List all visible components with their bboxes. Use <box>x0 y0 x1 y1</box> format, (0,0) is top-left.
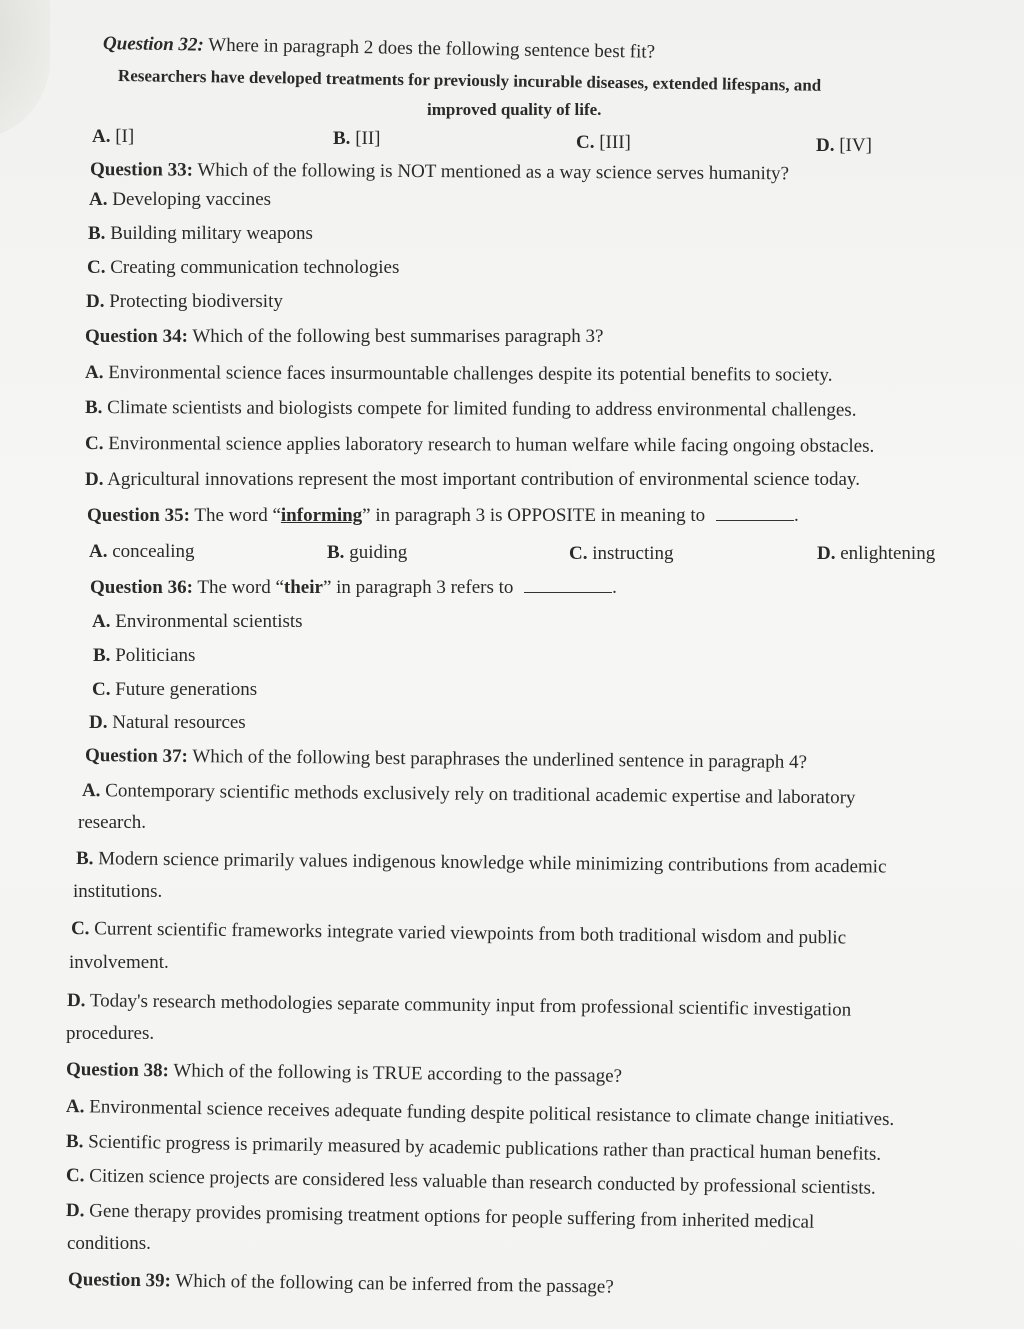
q37-option-b-cont: institutions. <box>73 881 163 902</box>
option-letter: D. <box>817 543 836 564</box>
inserted-sentence-line-2: improved quality of life. <box>427 100 602 119</box>
q35-option-c[interactable] <box>569 542 674 566</box>
inserted-sentence-line-1: Researchers have developed treatments for previously incurable diseases, extended lifespans, and <box>117 66 822 95</box>
option-letter: B. <box>327 542 345 563</box>
question-label: Question 32: <box>102 33 204 56</box>
option-text: Gene therapy provides promising treatment options for people suffering from inherited medical <box>89 1200 815 1233</box>
q38-option-d-cont: conditions. <box>67 1233 151 1254</box>
option-letter: C. <box>84 433 104 455</box>
answer-blank <box>524 578 612 593</box>
question-39 <box>68 1268 614 1300</box>
option-letter: B. <box>65 1131 84 1153</box>
q33-option-b[interactable] <box>88 222 313 246</box>
q33-option-d[interactable] <box>86 290 283 314</box>
q37-option-a[interactable] <box>82 779 856 810</box>
option-letter: B. <box>93 645 111 666</box>
q34-option-b[interactable] <box>85 396 857 423</box>
question-text-before: The word “ <box>194 505 281 526</box>
q32-option-b[interactable] <box>333 127 381 151</box>
option-letter: C. <box>576 132 595 153</box>
q32-option-c[interactable] <box>576 131 631 155</box>
q36-option-a[interactable] <box>92 610 303 634</box>
option-text: [II] <box>355 128 381 149</box>
option-letter: C. <box>92 679 111 700</box>
question-label: Question 37: <box>84 745 189 767</box>
q35-option-b[interactable] <box>327 541 407 565</box>
option-letter: A. <box>92 611 111 632</box>
question-label: Question 36: <box>90 577 193 598</box>
option-text: enlightening <box>840 543 936 564</box>
option-text: Current scientific frameworks integrate varied viewpoints from both traditional wisdom and public <box>94 918 847 949</box>
q34-option-c[interactable] <box>85 432 874 459</box>
q36-option-c[interactable] <box>92 678 257 702</box>
q38-option-b[interactable] <box>66 1130 881 1167</box>
option-text: [IV] <box>839 135 872 156</box>
question-text: Which of the following best paraphrases the underlined sentence in paragraph 4? <box>192 746 808 773</box>
option-text: Modern science primarily values indigenous knowledge while minimizing contributions from academic <box>98 848 887 878</box>
option-letter: D. <box>89 712 108 733</box>
question-text: Where in paragraph 2 does the following sentence best fit? <box>208 34 656 63</box>
option-text: Environmental science faces insurmountable challenges despite its potential benefits to society. <box>108 362 833 386</box>
option-text: Environmental science applies laboratory research to human welfare while facing ongoing obstacles. <box>108 433 875 457</box>
option-text: Protecting biodiversity <box>109 291 283 312</box>
q36-option-d[interactable] <box>89 711 246 735</box>
question-label: Question 35: <box>87 505 190 526</box>
option-text: Creating communication technologies <box>110 257 400 278</box>
question-text-after: ” in paragraph 3 is OPPOSITE in meaning to <box>362 505 706 526</box>
option-text: Politicians <box>115 645 196 666</box>
question-35: Question 35: The word “informing” in paragraph 3 is OPPOSITE in meaning to . <box>87 505 799 526</box>
option-text: [III] <box>599 132 631 153</box>
option-text: Contemporary scientific methods exclusively rely on traditional academic expertise and laboratory <box>105 780 856 809</box>
target-word: informing <box>280 505 363 526</box>
question-text-before: The word “ <box>197 577 284 598</box>
question-label: Question 38: <box>65 1059 170 1082</box>
q38-option-d[interactable] <box>66 1199 815 1235</box>
question-32 <box>103 32 655 65</box>
option-text: Today's research methodologies separate community input from professional scientific investigation <box>89 990 852 1021</box>
option-text: Citizen science projects are considered less valuable than research conducted by professional scientists. <box>89 1165 876 1199</box>
option-letter: D. <box>66 990 86 1012</box>
option-text: Environmental science receives adequate funding despite political resistance to climate change initiatives. <box>89 1096 895 1131</box>
question-label: Question 39: <box>67 1269 172 1292</box>
q35-option-a[interactable] <box>89 540 195 564</box>
question-text-after: ” in paragraph 3 refers to <box>322 577 514 598</box>
question-38 <box>66 1058 622 1089</box>
q38-option-a[interactable] <box>66 1095 895 1132</box>
q34-option-a[interactable] <box>85 361 833 388</box>
option-text: Future generations <box>115 679 258 700</box>
option-letter: D. <box>816 135 835 156</box>
option-letter: D. <box>65 1200 85 1222</box>
question-34 <box>85 325 603 349</box>
q35-option-d[interactable] <box>817 542 935 566</box>
q33-option-a[interactable] <box>89 188 271 212</box>
question-37 <box>85 744 807 775</box>
question-text: Which of the following best summarises paragraph 3? <box>192 326 604 347</box>
option-letter: C. <box>65 1165 85 1187</box>
q37-option-b[interactable] <box>76 847 887 879</box>
q34-option-d[interactable] <box>85 468 860 492</box>
q32-option-d[interactable] <box>816 134 872 158</box>
option-letter: D. <box>86 291 105 312</box>
q37-option-a-cont: research. <box>78 812 147 833</box>
option-letter: B. <box>84 397 103 419</box>
option-text: Natural resources <box>112 712 246 733</box>
option-letter: C. <box>569 543 588 564</box>
page-shadow <box>0 0 50 140</box>
question-label: Question 33: <box>89 159 194 181</box>
question-label: Question 34: <box>85 326 188 347</box>
option-text: Environmental scientists <box>115 611 303 632</box>
option-text: Scientific progress is primarily measured by academic publications rather than practical human benefits. <box>88 1131 882 1165</box>
option-letter: A. <box>89 189 108 210</box>
question-33 <box>90 158 789 186</box>
q36-option-b[interactable] <box>93 644 195 668</box>
option-text: instructing <box>592 543 674 564</box>
option-letter: C. <box>70 918 90 940</box>
option-text: Climate scientists and biologists compete for limited funding to address environmental challenges. <box>107 397 857 421</box>
option-letter: A. <box>84 362 104 384</box>
q32-option-a[interactable] <box>92 125 134 149</box>
question-text: Which of the following is NOT mentioned as a way science serves humanity? <box>197 159 790 185</box>
option-letter: A. <box>92 126 111 147</box>
option-letter: B. <box>333 128 351 149</box>
option-text: Developing vaccines <box>112 189 272 210</box>
q33-option-c[interactable] <box>87 256 399 280</box>
option-text: Building military weapons <box>110 223 313 244</box>
option-letter: A. <box>65 1096 85 1118</box>
q37-option-d-cont: procedures. <box>66 1023 155 1044</box>
q38-option-c[interactable] <box>66 1164 876 1201</box>
option-text: Agricultural innovations represent the most important contribution of environmental science today. <box>107 469 860 490</box>
option-letter: C. <box>87 257 106 278</box>
option-letter: B. <box>75 848 94 870</box>
q37-option-c-cont: involvement. <box>69 952 169 973</box>
target-word: their <box>283 577 323 598</box>
option-text: guiding <box>349 542 408 563</box>
option-text: [I] <box>115 126 135 147</box>
question-text: Which of the following can be inferred from the passage? <box>175 1270 614 1298</box>
option-letter: D. <box>85 469 104 490</box>
option-letter: A. <box>81 780 101 802</box>
q37-option-c[interactable] <box>71 917 846 950</box>
option-letter: A. <box>89 541 108 562</box>
option-letter: B. <box>88 223 106 244</box>
option-text: concealing <box>112 541 195 562</box>
answer-blank <box>716 506 794 521</box>
question-text: Which of the following is TRUE according to the passage? <box>173 1060 623 1087</box>
q37-option-d[interactable] <box>67 989 852 1023</box>
question-36: Question 36: The word “their” in paragraph 3 refers to . <box>90 577 617 598</box>
